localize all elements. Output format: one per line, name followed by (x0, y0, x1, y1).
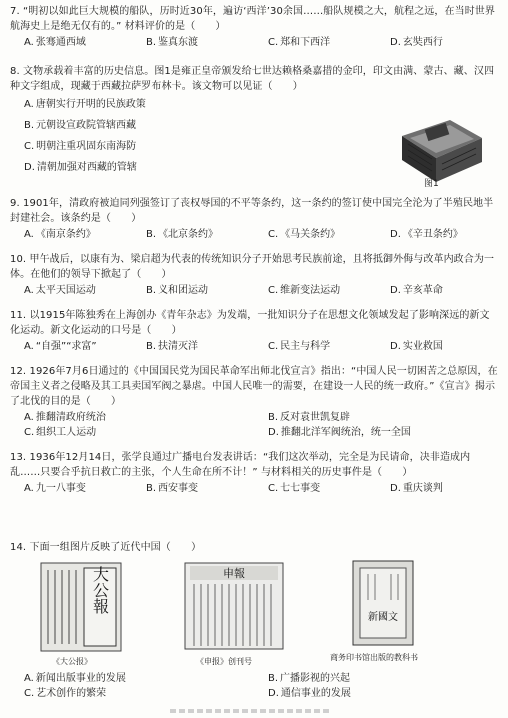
option-text: 玄奘西行 (402, 37, 443, 48)
option-b[interactable] (132, 227, 254, 242)
option-letter: A. (24, 99, 34, 110)
picture-caption: 商务印书馆出版的教科书 (330, 653, 418, 662)
question-14 (10, 540, 498, 555)
option-text: 组织工人运动 (36, 427, 97, 438)
golden-seal-image (392, 108, 488, 192)
option-text: 实业救国 (402, 341, 443, 352)
option-text: 扶清灭洋 (158, 341, 199, 352)
dagongbao-newspaper-image (40, 562, 122, 652)
option-text: 西安事变 (158, 483, 199, 494)
option-letter: B. (146, 37, 157, 48)
answer-options (10, 410, 498, 440)
answer-options (10, 481, 498, 496)
question-stem: 14. 下面一组图片反映了近代中国（ ） (10, 542, 202, 553)
option-text: 《马关条约》 (280, 229, 341, 240)
option-letter: C. (24, 688, 35, 699)
option-text: 《南京条约》 (35, 229, 96, 240)
option-letter: B. (24, 120, 35, 131)
option-d[interactable] (254, 425, 498, 440)
option-c[interactable] (254, 339, 376, 354)
option-text: 辛亥革命 (402, 285, 443, 296)
option-letter: A. (24, 341, 34, 352)
option-d[interactable] (376, 227, 498, 242)
option-text: 九一八事变 (35, 483, 86, 494)
question-stem: 8. 文物承载着丰富的历史信息。图1是雍正皇帝颁发给七世达赖格桑嘉措的金印，印文由满、蒙古、藏、汉四种文字组成，现藏于西藏拉萨罗布林卡。该文物可以见证（ ） (10, 66, 495, 92)
option-letter: A. (24, 37, 34, 48)
option-b[interactable] (10, 118, 370, 133)
option-text: 元朝设宣政院管辖西藏 (36, 120, 137, 131)
option-letter: B. (146, 341, 157, 352)
option-letter: A. (24, 412, 34, 423)
option-letter: D. (268, 688, 279, 699)
option-letter: C. (268, 285, 279, 296)
option-text: 七七事变 (280, 483, 321, 494)
option-d[interactable] (376, 283, 498, 298)
question-9 (10, 196, 498, 242)
option-c[interactable] (10, 425, 254, 440)
option-letter: B. (146, 483, 157, 494)
option-a[interactable] (10, 227, 132, 242)
option-letter: D. (390, 341, 401, 352)
option-text: 民主与科学 (280, 341, 331, 352)
option-letter: D. (24, 162, 35, 173)
question-12 (10, 364, 498, 440)
option-b[interactable] (132, 35, 254, 50)
option-text: 艺术创作的繁荣 (36, 688, 107, 699)
option-letter: C. (268, 37, 279, 48)
option-b[interactable] (132, 283, 254, 298)
footer-illegible-text (170, 709, 330, 713)
option-c[interactable] (10, 686, 254, 701)
option-text: 太平天国运动 (35, 285, 96, 296)
option-text: 《辛丑条约》 (402, 229, 463, 240)
option-text: 重庆谈判 (402, 483, 443, 494)
option-letter: A. (24, 673, 34, 684)
option-text: 反对袁世凯复辟 (280, 412, 351, 423)
option-a[interactable] (10, 35, 132, 50)
option-letter: B. (146, 229, 157, 240)
option-letter: C. (268, 483, 279, 494)
option-letter: B. (268, 412, 279, 423)
question-7 (10, 4, 498, 50)
option-letter: D. (268, 427, 279, 438)
option-a[interactable] (10, 671, 254, 686)
option-d[interactable] (376, 35, 498, 50)
option-letter: B. (146, 285, 157, 296)
option-text: 通信事业的发展 (280, 688, 351, 699)
option-c[interactable] (254, 283, 376, 298)
picture-caption: 《申报》创刊号 (196, 657, 252, 666)
option-text: “自强”“求富” (35, 341, 97, 352)
textbook-title-glyphs: 新國文 (368, 612, 398, 623)
option-d[interactable] (10, 160, 370, 175)
option-text: 维新变法运动 (280, 285, 341, 296)
option-a[interactable] (10, 481, 132, 496)
option-letter: C. (268, 341, 279, 352)
option-c[interactable] (254, 227, 376, 242)
option-text: 《北京条约》 (158, 229, 219, 240)
question-stem: 10. 甲午战后，以康有为、梁启超为代表的传统知识分子开始思考民族前途，且将抵御外侮与改革内政合为一体。在他们的领导下掀起了（ ） (10, 254, 495, 280)
answer-options (10, 35, 498, 50)
question-11 (10, 308, 498, 354)
option-d[interactable] (376, 339, 498, 354)
question-13 (10, 450, 498, 496)
dagongbao-masthead-glyphs: 大公報 (90, 566, 110, 614)
option-c[interactable] (10, 139, 370, 154)
option-a[interactable] (10, 97, 370, 112)
option-text: 郑和下西洋 (280, 37, 331, 48)
option-letter: D. (390, 229, 401, 240)
option-d[interactable] (254, 686, 498, 701)
option-b[interactable] (132, 481, 254, 496)
option-letter: A. (24, 229, 34, 240)
option-letter: A. (24, 285, 34, 296)
option-b[interactable] (254, 671, 498, 686)
option-b[interactable] (254, 410, 498, 425)
option-b[interactable] (132, 339, 254, 354)
shenbao-newspaper-image (184, 562, 284, 650)
option-text: 鉴真东渡 (158, 37, 199, 48)
question-stem: 11. 以1915年陈独秀在上海创办《青年杂志》为发端，一批知识分子在思想文化领域发起了影响深远的新文化运动。新文化运动的口号是（ ） (10, 310, 490, 336)
option-text: 清朝加强对西藏的管辖 (36, 162, 137, 173)
textbook-cover-image (352, 560, 414, 646)
option-letter: D. (390, 483, 401, 494)
option-letter: C. (268, 229, 279, 240)
option-text: 义和团运动 (158, 285, 209, 296)
option-text: 广播影视的兴起 (280, 673, 351, 684)
option-text: 明朝注重巩固东南海防 (36, 141, 137, 152)
page-footer (170, 706, 330, 716)
option-a[interactable] (10, 410, 254, 425)
option-letter: D. (390, 37, 401, 48)
question-stem: 9. 1901年，清政府被迫同列强签订了丧权辱国的不平等条约，这一条约的签订使中国完全沦为了半殖民地半封建社会。该条约是（ ） (10, 198, 494, 224)
question-14-options (10, 670, 498, 701)
option-text: 推翻北洋军阀统治，统一全国 (280, 427, 411, 438)
option-d[interactable] (376, 481, 498, 496)
picture-caption: 《大公报》 (52, 657, 92, 666)
option-text: 唐朝实行开明的民族政策 (35, 99, 146, 110)
question-stem: 12. 1926年7月6日通过的《中国国民党为国民革命军出师北伐宣言》指出：“中国人民一切困苦之总原因，在帝国主义者之侵略及其工具卖国军阀之暴虐。中国人民唯一的需要，在建设一人民的统一政府。”《宣言》揭示了北伐的目的是（ ） (10, 366, 498, 407)
question-stem: 13. 1936年12月14日，张学良通过广播电台发表讲话：“我们这次举动，完全是为民请命，决非造成内乱……只要合乎抗日救亡的主张，个人生命在所不计！” 与材料相关的历史事件是（ ） (10, 452, 471, 478)
question-stem: 7. “明初以如此巨大规模的船队，历时近30年，遍访‘西洋’30余国……船队规模之大，航程之远，在当时世界航海史上是绝无仅有的。” 材料评价的是（ ） (10, 6, 496, 32)
option-letter: C. (24, 141, 35, 152)
option-a[interactable] (10, 339, 132, 354)
shenbao-masthead-glyphs: 申報 (223, 567, 245, 580)
option-c[interactable] (254, 35, 376, 50)
option-a[interactable] (10, 283, 132, 298)
answer-options (10, 339, 498, 354)
option-letter: B. (268, 673, 279, 684)
option-text: 张骞通西域 (35, 37, 86, 48)
question-10 (10, 252, 498, 298)
answer-options (10, 227, 498, 242)
option-text: 新闻出版事业的发展 (35, 673, 126, 684)
answer-options (10, 283, 498, 298)
answer-options (10, 671, 498, 701)
answer-options (10, 97, 370, 175)
option-letter: C. (24, 427, 35, 438)
option-text: 推翻清政府统治 (35, 412, 106, 423)
option-letter: D. (390, 285, 401, 296)
option-c[interactable] (254, 481, 376, 496)
figure-caption: 图1 (424, 179, 439, 189)
option-letter: A. (24, 483, 34, 494)
